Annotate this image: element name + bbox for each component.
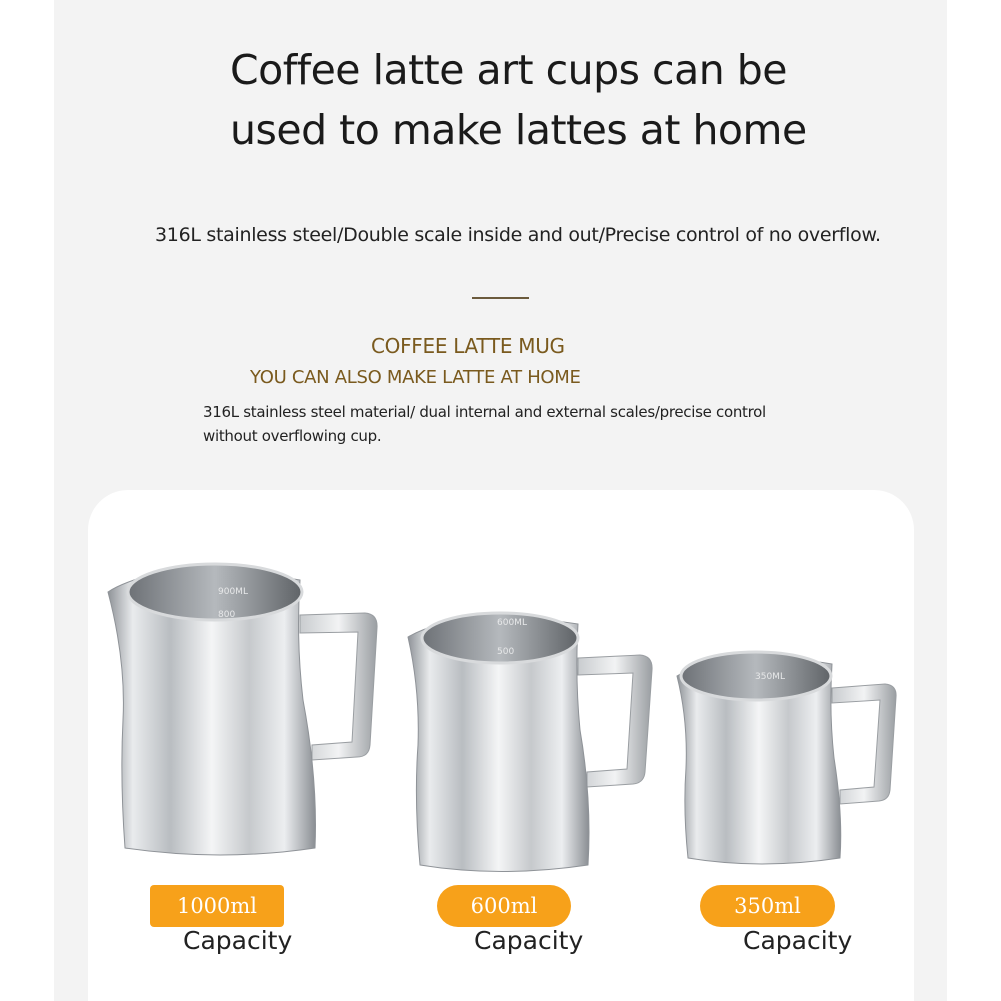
pitcher-350ml-handle [832, 684, 896, 804]
pitcher-600ml-handle [578, 655, 652, 787]
pitcher-1000ml-handle [300, 613, 377, 760]
capacity-badge-350ml: 350ml [700, 885, 835, 927]
pitcher-1000ml-rim [128, 564, 302, 620]
capacity-label-1000ml: Capacity [183, 926, 293, 955]
pitcher-600ml-scale-2: 500 [497, 647, 515, 657]
pitcher-600ml [408, 613, 652, 872]
description-line-1: 316L stainless steel material/ dual internal and external scales/precise control [203, 403, 766, 421]
capacity-label-600ml: Capacity [474, 926, 584, 955]
pitcher-1000ml-scale-1: 900ML [218, 587, 248, 597]
capacity-badge-1000ml: 1000ml [150, 885, 284, 927]
headline-line-1: Coffee latte art cups can be [230, 46, 787, 94]
mug-section-title: COFFEE LATTE MUG [371, 334, 565, 358]
capacity-label-350ml: Capacity [743, 926, 853, 955]
pitcher-350ml [677, 652, 896, 864]
headline-line-2: used to make lattes at home [230, 106, 807, 154]
pitcher-1000ml-scale-2: 800 [218, 610, 236, 620]
pitcher-600ml-scale-1: 600ML [497, 618, 527, 628]
feature-summary: 316L stainless steel/Double scale inside and out/Precise control of no overflow. [155, 224, 881, 246]
capacity-badge-600ml: 600ml [437, 885, 571, 927]
pitcher-350ml-scale-1: 350ML [755, 672, 785, 682]
mug-section-tagline: YOU CAN ALSO MAKE LATTE AT HOME [250, 367, 581, 388]
pitcher-1000ml [108, 564, 377, 855]
description-line-2: without overflowing cup. [203, 427, 382, 445]
